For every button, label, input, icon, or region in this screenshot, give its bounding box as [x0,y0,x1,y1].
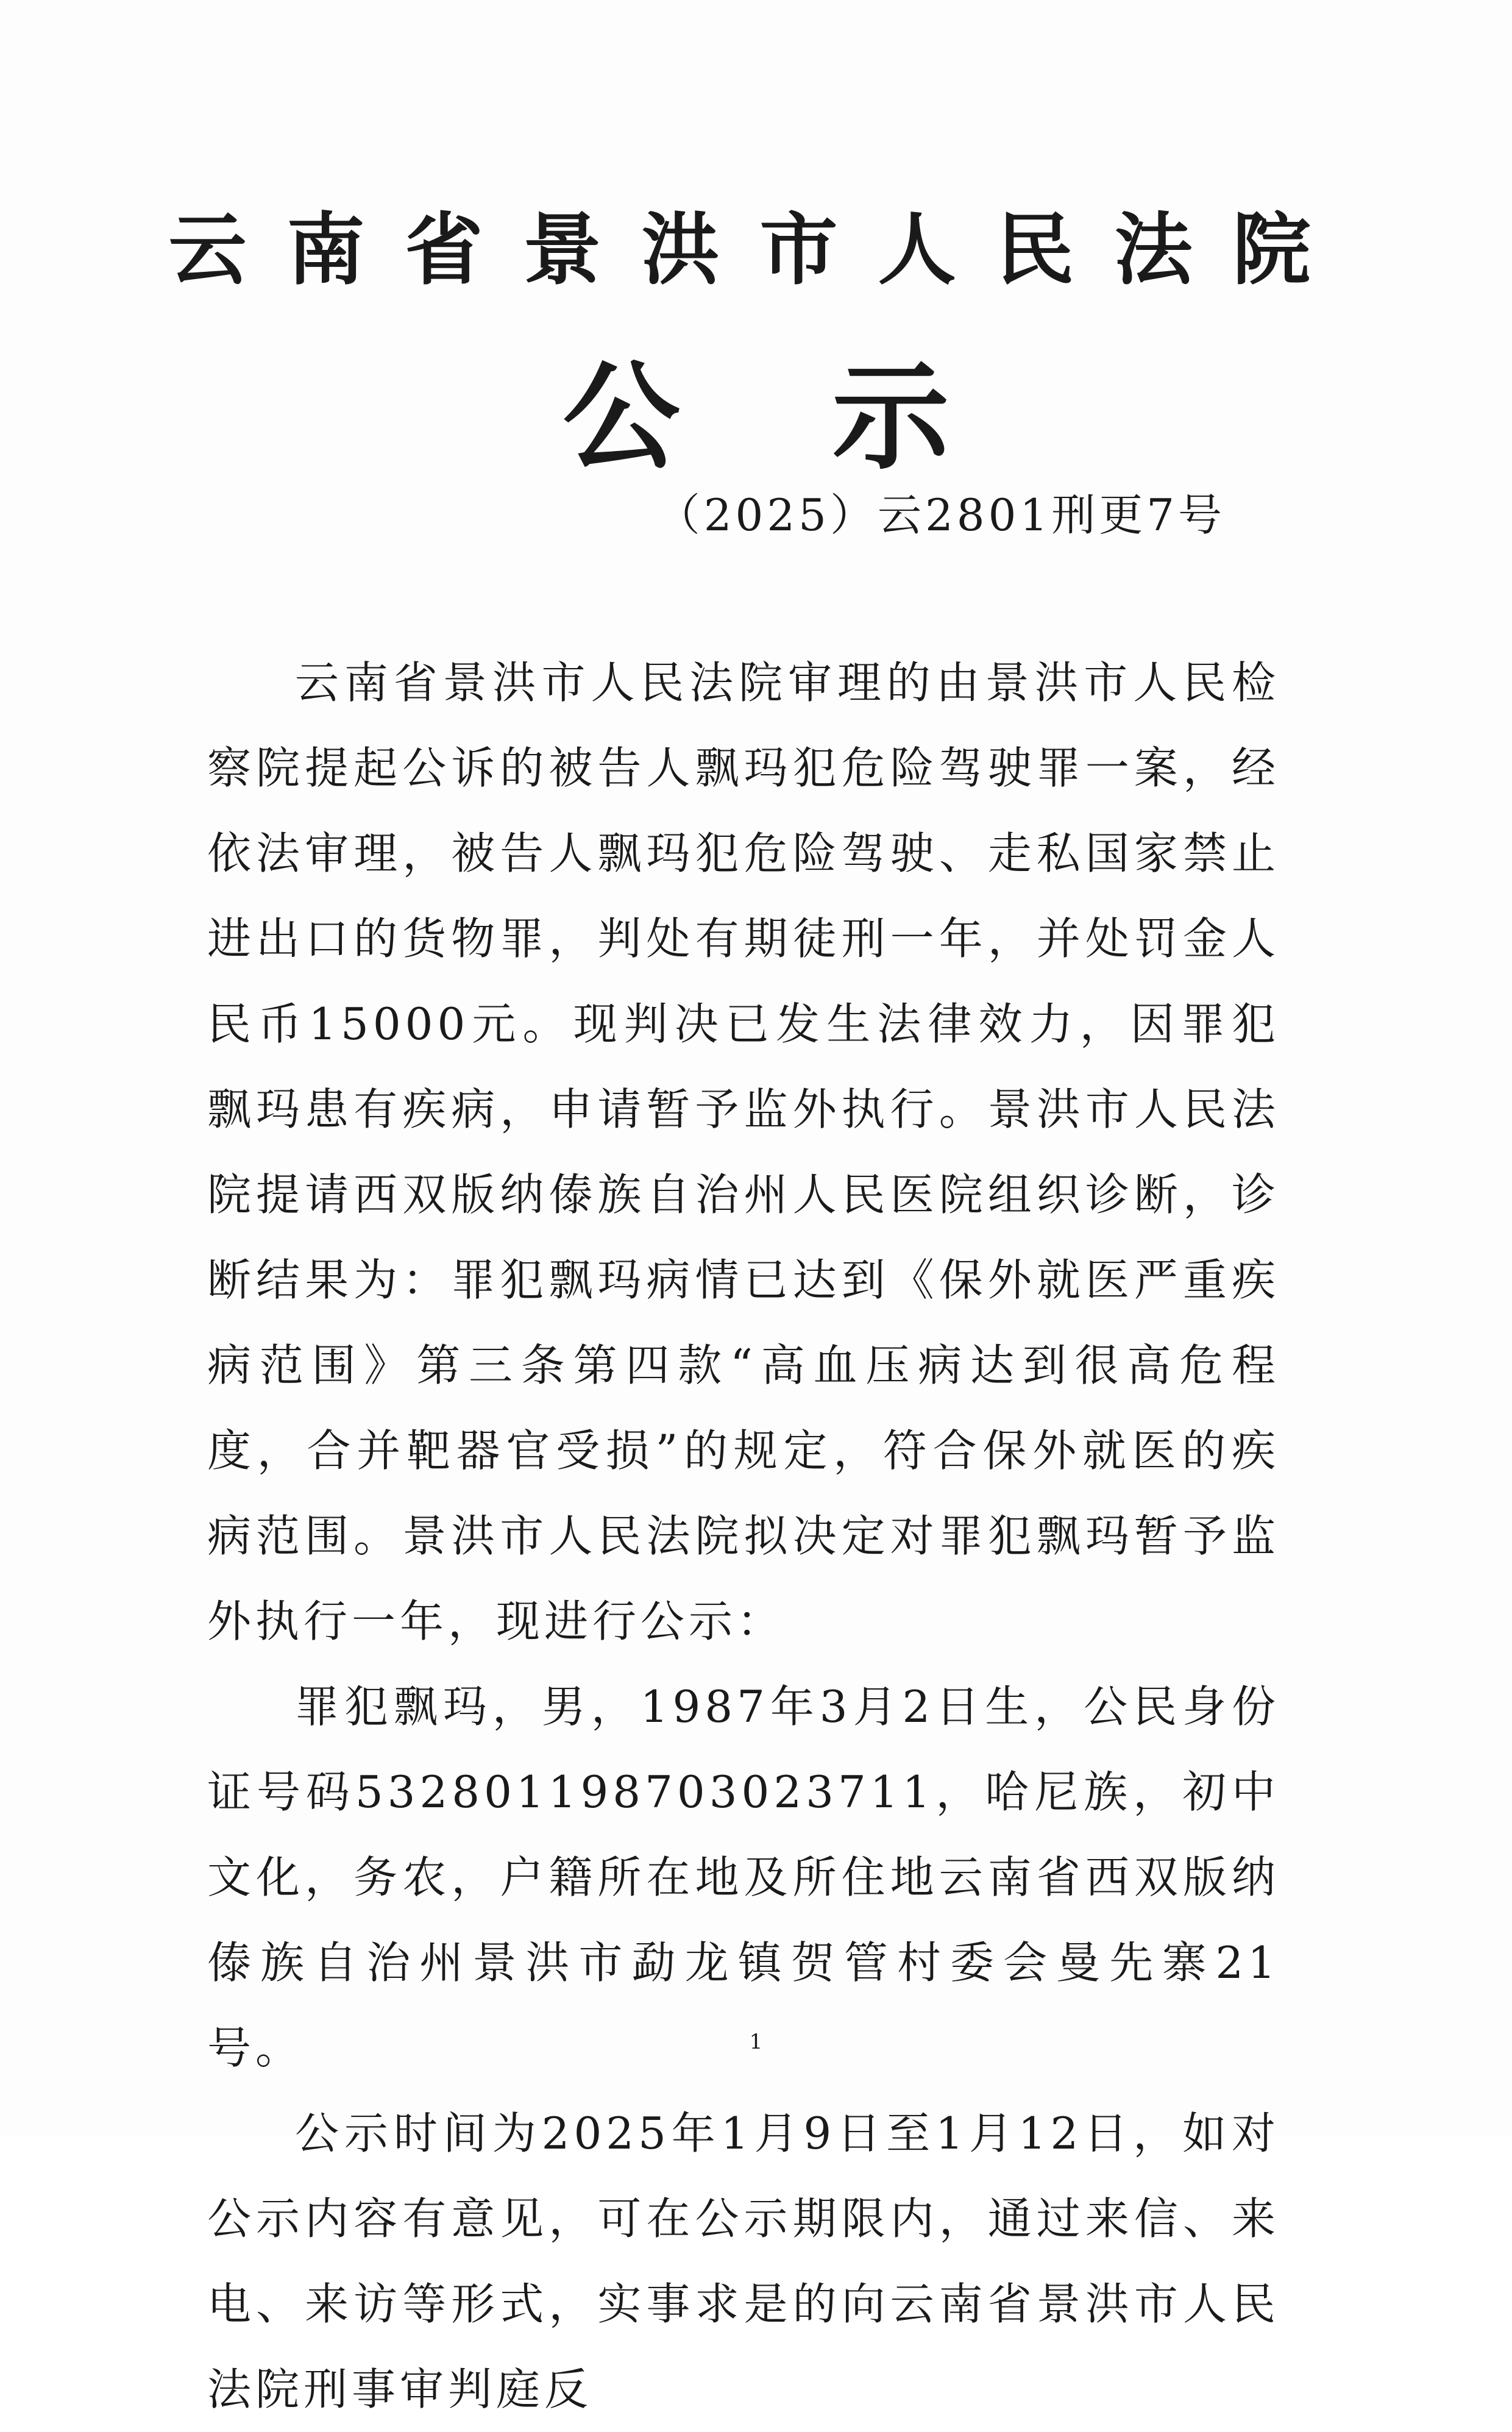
body-paragraph-3: 公示时间为2025年1月9日至1月12日，如对公示内容有意见，可在公示期限内，通过来信、来电、来访等形式，实事求是的向云南省景洪市人民法院刑事审判庭反 [207,2108,1280,2415]
body-paragraph-1: 云南省景洪市人民法院审理的由景洪市人民检察院提起公诉的被告人飘玛犯危险驾驶罪一案，经依法审理，被告人飘玛犯危险驾驶、走私国家禁止进出口的货物罪，判处有期徒刑一年，并处罚金人民币15000元。现判决已发生法律效力，因罪犯飘玛患有疾病，申请暂予监外执行。景洪市人民法院提请西双版纳傣族自治州人民医院组织诊断，诊断结果为：罪犯飘玛病情已达到《保外就医严重疾病范围》第三条第四款“高血压病达到很高危程度，合并靶器官受损”的规定，符合保外就医的疾病范围。景洪市人民法院拟决定对罪犯飘玛暂予监外执行一年，现进行公示： [207,657,1280,1647]
page-number: 1 [749,2030,763,2054]
case-number: （2025）云2801刑更7号 [656,489,1226,541]
document-body [207,640,1280,2432]
document-title: 公示 [563,349,1102,486]
court-name-heading: 云南省景洪市人民法院 [168,204,1351,296]
body-paragraph-2: 罪犯飘玛，男，1987年3月2日生，公民身份证号码532801198703023711，哈尼族，初中文化，务农，户籍所在地及所住地云南省西双版纳傣族自治州景洪市勐龙镇贺管村委会曼先寨21号。 [207,1681,1280,2074]
